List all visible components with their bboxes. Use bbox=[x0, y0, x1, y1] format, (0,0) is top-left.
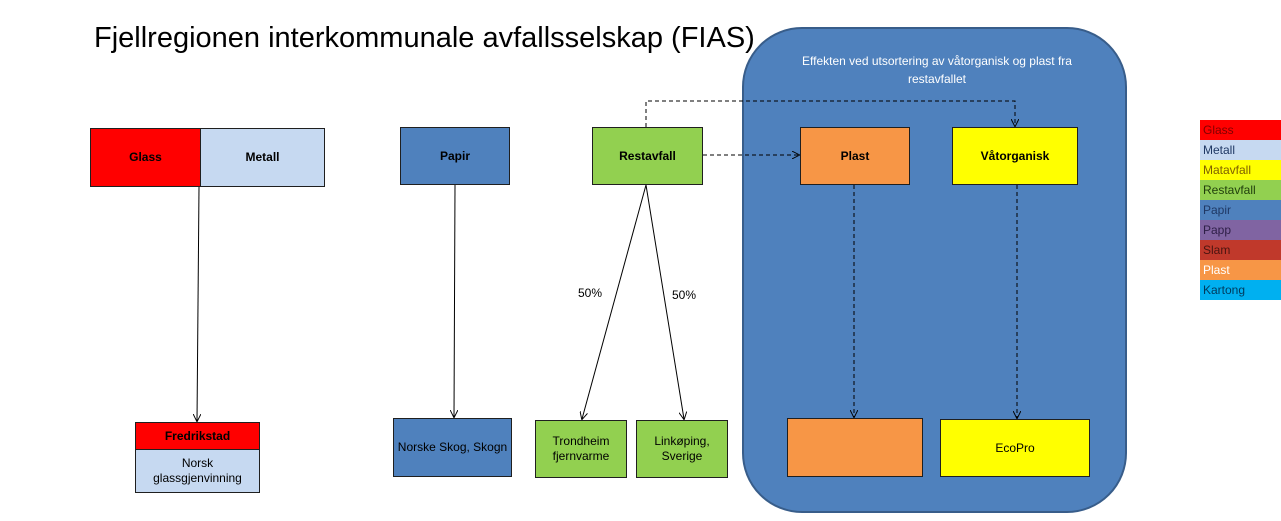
papir-label: Papir bbox=[439, 148, 470, 163]
split-label-left: 50% bbox=[578, 286, 603, 300]
fredrikstad-label: Fredrikstad bbox=[164, 428, 231, 443]
restavfall-to-trondheim-arrow bbox=[582, 185, 646, 419]
split-label-right: 50% bbox=[672, 288, 697, 302]
region-caption: Effekten ved utsortering av våtorganisk og plast fra restavfallet bbox=[802, 54, 1072, 86]
legend-item-restavfall: Restavfall bbox=[1200, 180, 1281, 200]
restavfall-label: Restavfall bbox=[619, 148, 676, 163]
norske-skog-label: Norske Skog, Skogn bbox=[397, 440, 508, 454]
color-legend bbox=[1200, 120, 1281, 300]
trondheim-label: Trondheim fjernvarme bbox=[552, 434, 610, 463]
legend-item-plast: Plast bbox=[1200, 260, 1281, 280]
legend-item-slam: Slam bbox=[1200, 240, 1281, 260]
legend-item-papp: Papp bbox=[1200, 220, 1281, 240]
restavfall-to-vatorganisk-arrow bbox=[646, 101, 1015, 127]
linkoping-label: Linkøping, Sverige bbox=[654, 434, 710, 463]
vatorganisk-label: Våtorganisk bbox=[980, 148, 1050, 163]
metall-to-fredrikstad-arrow bbox=[197, 187, 199, 421]
legend-item-metall: Metall bbox=[1200, 140, 1281, 160]
legend-item-papir: Papir bbox=[1200, 200, 1281, 220]
papir-to-norske-skog-arrow bbox=[454, 185, 455, 417]
ecopro-label: EcoPro bbox=[995, 440, 1035, 455]
metall-label: Metall bbox=[245, 150, 280, 164]
restavfall-to-linkoping-arrow bbox=[646, 185, 684, 419]
norsk-glassgjenvinning-label: Norsk glassgjenvinning bbox=[153, 456, 242, 485]
page-title: Fjellregionen interkommunale avfallsselskap (FIAS) bbox=[94, 22, 755, 54]
legend-item-kartong: Kartong bbox=[1200, 280, 1281, 300]
glass-label: Glass bbox=[129, 150, 162, 164]
legend-item-glass: Glass bbox=[1200, 120, 1281, 140]
legend-item-matavfall: Matavfall bbox=[1200, 160, 1281, 180]
plast-label: Plast bbox=[840, 148, 870, 163]
